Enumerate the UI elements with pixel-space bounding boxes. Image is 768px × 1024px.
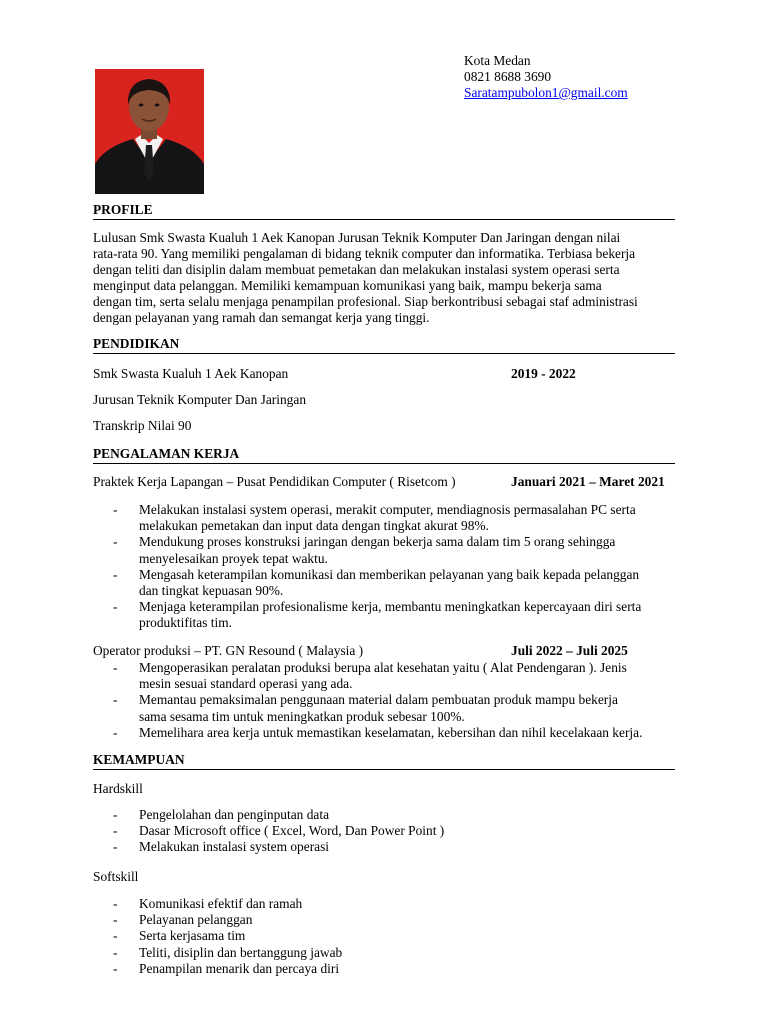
experience-heading: PENGALAMAN KERJA: [93, 446, 675, 464]
profile-heading: PROFILE: [93, 202, 675, 220]
education-school: Smk Swasta Kualuh 1 Aek Kanopan: [93, 366, 289, 381]
education-heading: PENDIDIKAN: [93, 336, 675, 354]
list-item: - Pelayanan pelanggan: [113, 912, 253, 928]
contact-block: [464, 53, 628, 101]
list-item: - Melakukan instalasi system operasi, merakit computer, mendiagnosis permasalahan PC serta melakukan pemetakan dan input data dengan tingkat akurat 98%.: [113, 502, 636, 534]
profile-line: dengan teliti dan disiplin dalam membuat pemetakan dan melakukan instalasi system operasi serta: [93, 262, 620, 277]
education-years: 2019 - 2022: [511, 366, 576, 381]
job-duties-list: [113, 660, 685, 741]
list-item: - Penampilan menarik dan percaya diri: [113, 960, 340, 976]
list-item: - Melakukan instalasi system operasi: [113, 839, 330, 855]
profile-photo: [95, 69, 204, 194]
list-item: - Dasar Microsoft office ( Excel, Word, Dan Power Point ): [113, 823, 445, 839]
list-item: - Memantau pemaksimalan penggunaan material dalam pembuatan produk mampu bekerja sama sesama tim untuk meningkatkan produk sebesar 100%.: [113, 692, 618, 724]
contact-city: Kota Medan: [464, 53, 531, 68]
job-role: Operator produksi – PT. GN Resound ( Malaysia ): [93, 643, 364, 658]
list-item: - Mengasah keterampilan komunikasi dan memberikan pelayanan yang baik kepada pelanggan dan tingkat kepuasan 90%.: [113, 566, 640, 599]
education-transcript: Transkrip Nilai 90: [93, 418, 192, 433]
contact-phone: 0821 8688 3690: [464, 69, 552, 84]
softskill-label: Softskill: [93, 869, 139, 884]
profile-line: dengan pelayanan yang ramah dan semangat kerja yang tinggi.: [93, 310, 430, 325]
profile-line: Lulusan Smk Swasta Kualuh 1 Aek Kanopan Jurusan Teknik Komputer Dan Jaringan dengan nilai: [93, 230, 621, 245]
profile-line: menginput data pelanggan. Memiliki kemampuan komunikasi yang baik, mampu bekerja sama: [93, 278, 602, 293]
job-duties-list: [113, 502, 685, 632]
profile-text: [93, 230, 683, 326]
list-item: - Mengoperasikan peralatan produksi berupa alat kesehatan yaitu ( Alat Pendengaran ). Jenis mesin sesuai standard operasi yang ada.: [113, 660, 627, 692]
list-item: - Teliti, disiplin dan bertanggung jawab: [113, 944, 343, 960]
list-item: - Memelihara area kerja untuk memastikan keselamatan, kebersihan dan nihil kecelakaan kerja.: [113, 724, 643, 740]
list-item: - Menjaga keterampilan profesionalisme kerja, membantu meningkatkan kepercayaan diri serta produktifitas tim.: [113, 599, 642, 631]
profile-line: rata-rata 90. Yang memiliki pengalaman di bidang teknik computer dan informatika. Terbiasa bekerja: [93, 246, 636, 261]
list-item: - Komunikasi efektif dan ramah: [113, 896, 303, 911]
job-period: Juli 2022 – Juli 2025: [511, 643, 628, 658]
softskill-list: [113, 896, 685, 977]
list-item: - Serta kerjasama tim: [113, 928, 246, 944]
hardskill-label: Hardskill: [93, 781, 143, 796]
contact-email-link[interactable]: Saratampubolon1@gmail.com: [464, 85, 628, 100]
job-role: Praktek Kerja Lapangan – Pusat Pendidikan Computer ( Risetcom ): [93, 474, 456, 489]
list-item: - Mendukung proses konstruksi jaringan dengan bekerja sama dalam tim 5 orang sehingga menyelesaikan proyek tepat waktu.: [113, 534, 616, 566]
education-major: Jurusan Teknik Komputer Dan Jaringan: [93, 392, 307, 407]
portrait-image: [95, 69, 204, 194]
list-item: - Pengelolahan dan penginputan data: [113, 807, 330, 822]
profile-line: dengan tim, serta selalu menjaga penampilan profesional. Siap berkontribusi sebagai staf administrasi: [93, 294, 638, 309]
job-period: Januari 2021 – Maret 2021: [511, 474, 665, 489]
skills-heading: KEMAMPUAN: [93, 752, 675, 770]
hardskill-list: [113, 807, 685, 856]
